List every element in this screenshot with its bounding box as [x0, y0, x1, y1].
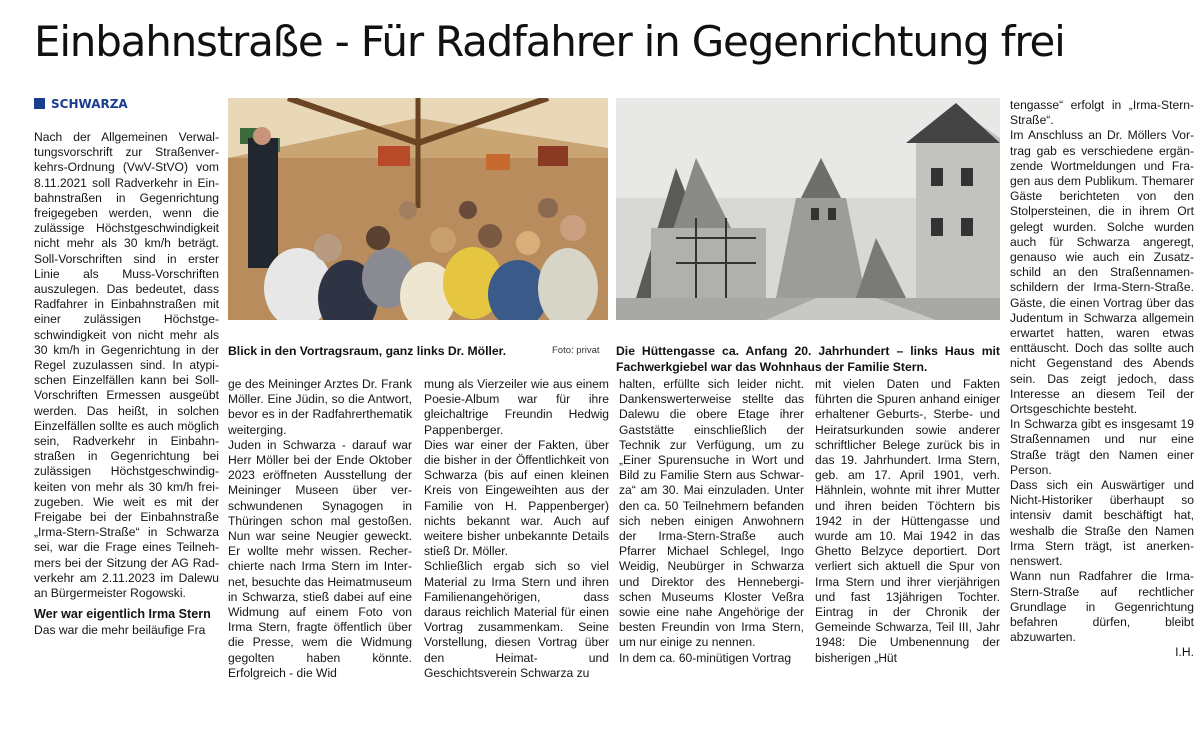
photo-lecture-room [228, 98, 608, 320]
paragraph: Dies war einer der Fakten, über die bisher in der Öffentlichkeit von Schwarza (bis auf einen kleinen Kreis von Eingeweihten aus der Familie von H. Pappenberger) nichts bekannt war. Auch auf weitere bisher unbekannte Details stieß Dr. Möller. [424, 437, 609, 559]
paragraph: In dem ca. 60-minütigen Vortrag [619, 650, 792, 665]
text-column-6 [1010, 98, 1194, 730]
photo-huettengasse-historic [616, 98, 1000, 320]
text-column-5 [815, 377, 1000, 730]
text-column-2 [228, 377, 412, 730]
photo-credit: Foto: privat [552, 345, 600, 356]
headline: Einbahnstraße - Für Radfahrer in Gegenrichtung frei [34, 17, 1065, 66]
paragraph: Wann nun Radfahrer die Irma-Stern-Straße auf rechtlicher Grundlage in Gegenrichtung befahren dürfen, bleibt abzuwarten. [1010, 569, 1194, 645]
paragraph: mit vielen Daten und Fakten führten die Spuren anhand einiger erhaltener Geburts-, Sterbe- und Heiratsurkunden sowie anderer schriftlicher Belege zurück bis in das 19. Jahrhundert. Irma Stern, geb. am 17. April 1901, verh. Hähnlein, wohnte mit ihrer Mutter und ihren beiden Töchtern bis 1942 in der Hüttengasse und wurde am 10. Mai 1942 in das Ghetto Belzyce deportiert. Dort verliert sich aktuell die Spur von Irma Stern und ihrer vierjährigen und fast 13jährigen Tochter. Eintrag in der Chronik der Gemeinde Schwarza, Teil III, Jahr 1948: Die Umbenennung der bisherigen „Hüt [815, 377, 1000, 665]
rubric-square-icon [34, 98, 45, 109]
text-column-1 [34, 130, 219, 730]
photo-caption-right: Die Hüttengasse ca. Anfang 20. Jahrhundert – links Haus mit Fachwerkgiebel war das Wohnhaus der Familie Stern. [616, 344, 1000, 374]
subheading: Wer war eigentlich Irma Stern [34, 607, 211, 622]
text-column-4 [619, 377, 804, 730]
paragraph: tengasse“ erfolgt in „Irma-Stern-Straße“. [1010, 98, 1194, 128]
paragraph: Im Anschluss an Dr. Möllers Vortrag gab es verschiedene ergänzende Wortmeldungen und Fragen aus dem Publikum. Themarer Gäste berichteten von den Stolpersteinen, die in ihrem Ort gelegt wurden. Solche wurden auch für Schwarza angeregt, genauso wie auch ein Zusatzschild an den Straßennamenschildern der Irma-Stern-Straße. Gäste, die einen Vortrag über das Judentum in Schwarza allgemein erwartet hatten, waren etwas enttäuscht. Doch das sollte auch nicht Gegenstand des Abends sein. Das zeigt jedoch, dass Interesse an diesem Teil der Ortsgeschichte besteht. [1010, 128, 1194, 417]
text-column-3 [424, 377, 609, 730]
paragraph: ge des Meininger Arztes Dr. Frank Möller. Eine Jüdin, so die Antwort, bevor es in der Radfahrerthematik weiterging. [228, 377, 412, 437]
rubric-text: SCHWARZA [51, 97, 128, 111]
paragraph: In Schwarza gibt es insgesamt 19 Straßennamen und nur eine Straße trägt den Namen einer Person. [1010, 417, 1194, 477]
paragraph: Schließlich ergab sich so viel Material zu Irma Stern und ihren Familienangehörigen, dass daraus reichlich Material für einen Vortrag zusammenkam. Seine Vorstellung, diesen Vortrag über den Heimat- und Geschichtsverein Schwarza zu [424, 559, 609, 680]
paragraph: Dass sich ein Auswärtiger und Nicht-Historiker überhaupt so intensiv damit beschäftigt hat, weshalb die Straße den Namen Irma Stern trägt, ist anerkennenswert. [1010, 478, 1194, 569]
rubric-label [34, 96, 128, 112]
paragraph: Das war die mehr beiläufige Fra [34, 622, 206, 637]
paragraph: mung als Vierzeiler wie aus einem Poesie-Album war für ihre gleichaltrige Freundin Hedwig Pappenberger. [424, 377, 609, 437]
photo-caption-left: Blick in den Vortragsraum, ganz links Dr. Möller. [228, 344, 507, 358]
author-signature: I.H. [1175, 645, 1194, 660]
paragraph: Juden in Schwarza - darauf war Herr Möller bei der Ende Oktober 2023 eröffneten Ausstellung der Meininger Museen über verschwundenen Synagogen in Thüringen schon mal gestoßen. Nun war seine Neugier geweckt. Er wollte mehr wissen. Recherchierte nach Irma Stern im Internet, besuchte das Heimatmuseum in Schwarza, stieß dabei auf eine Widmung auf einem Foto von Irma Stern, fragte öffentlich über die Presse, wem die Widmung gegolten haben könnte. Erfolgreich - die Wid [228, 437, 412, 680]
paragraph: halten, erfüllte sich leider nicht. Dankenswerterweise stellte das Dalewu die obere Etage ihrer Gaststätte einschließlich der Technik zur Verfügung, um zu „Einer Spurensuche in Wort und Bild zu Familie Stern aus Schwarza“ am 30. Mai einzuladen. Unter den ca. 50 Teilnehmern befanden sich neben einigen Anwohnern der Irma-Stern-Straße auch Pfarrer Michael Schlegel, Ingo Weidig, Neubürger in Schwarza und Direktor des Hennebergischen Museums Kloster Veßra sowie eine nahe Angehörige der besten Freundin von Irma Stern, um nur einige zu nennen. [619, 377, 804, 650]
paragraph: Nach der Allgemeinen Verwaltungsvorschrift zur Straßenverkehrs-Ordnung (VwV-StVO) vom 8.11.2021 soll Radverkehr in Einbahnstraßen in Gegenrichtung freigegeben werden, wenn die zulässige Höchstgeschwindigkeit nicht mehr als 30 km/h beträgt. Soll-Vorschriften sind in erster Linie als Muss-Vorschriften auszulegen. Das bedeutet, dass Radfahrer in Einbahnstraßen mit einer zulässigen Höchstgeschwindigkeit von nicht mehr als 30 km/h in Gegenrichtung in der Regel zuzulassen sind. In atypischen Einzelfällen kann bei Soll-Vorschriften Ermessen ausgeübt werden. Das heißt, in solchen Einzelfällen sollte es auch möglich sein, Radverkehr in Einbahnstraßen in Gegenrichtung bei zulässigen Höchstgeschwindigkeiten von mehr als 30 km/h freizugeben. Wie weit es mit der Freigabe bei der Einbahnstraße „Irma-Stern-Straße“ in Schwarza sei, war die Frage eines Teilnehmers bei der Sitzung der AG Radverkehr am 2.11.2023 im Dalewu an Bürgermeister Rogowski. [34, 130, 219, 601]
